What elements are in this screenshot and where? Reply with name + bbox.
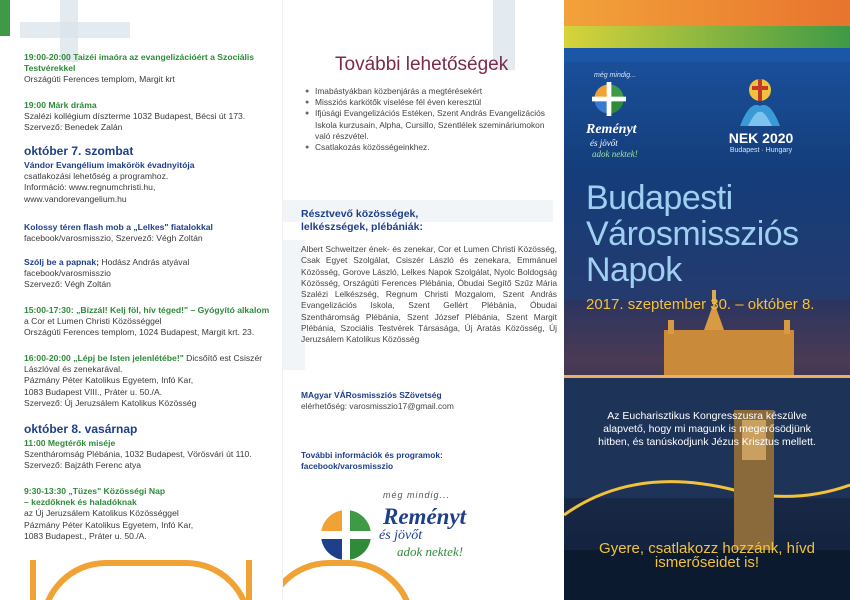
cross-logo-icon: [317, 506, 375, 564]
options-title: További lehetőségek: [335, 54, 509, 75]
right-panel: [564, 0, 850, 600]
day-heading-oct8: október 8. vasárnap: [24, 422, 138, 436]
eucharist-icon: [734, 76, 786, 128]
participants-heading: Résztvevő közösségek, lelkészségek, plébániák:: [301, 208, 423, 233]
nek-2020-logo: NEK 2020 Budapest · Hungary: [712, 76, 812, 166]
cross-logo-icon: [592, 82, 626, 116]
event-szolj-be: Szólj be a papnak; Hodász András atyával facebook/varosmisszio Szervező: Végh Zoltán: [24, 257, 190, 290]
event-title: 9:30-13:30 „Tüzes" Közösségi Nap: [24, 486, 166, 496]
event-title: Vándor Evangélium imakörök évadnyitója: [24, 160, 195, 170]
blue-bar: [564, 48, 850, 62]
bridge-pillar: [246, 560, 252, 600]
green-bar: [564, 26, 850, 48]
event-dicsoito: 16:00-20:00 „Lépj be Isten jelenlétébe!" Dicsőítő est Csiszér Lászlóval és zenekarával. Pázmány Péter Katolikus Egyetem, Infó Kar, 1083 Budapest VIII., Práter u. 50./A. Szervező: Új Jeruzsálem Katolikus Közösség: [24, 353, 263, 408]
event-vandor: Vándor Evangélium imakörök évadnyitója csatlakozási lehetőség a programhoz. Információ: www.regnumchristi.hu, www.vandorevangelium.hu: [24, 160, 274, 205]
middle-panel: [282, 0, 565, 600]
event-mark-drama: 19:00 Márk dráma Szalézi kollégium dísztermе 1032 Budapest, Bécsi út 173. Szervező: Benedek Zalán: [24, 100, 274, 134]
event-title: 15:00-17:30: „Bízzál! Kelj föl, hív téged!" – Gyógyító alkalom: [24, 305, 270, 315]
options-list: [305, 86, 555, 153]
event-tuzes: 9:30-13:30 „Tüzes" Közösségi Nap – kezdőknek és haladóknak az Új Jeruzsálem Katolikus Közösséggel Pázmány Péter Katolikus Egyetem, Infó Kar, 1083 Budapest., Práter u. 50./A.: [24, 486, 274, 542]
org-block: [301, 390, 557, 413]
main-title-line3: Napok: [586, 251, 682, 289]
event-title: 19:00 Márk dráma: [24, 100, 97, 110]
event-title: 19:00-20:00 Taizéi imaóra az evangelizációért a Szociális Testvérekkel: [24, 52, 255, 74]
event-flashmob: Kolossy téren flash mob a „Lelkes" fiatalokkal facebook/varosmisszio, Szervező: Végh Zoltán: [24, 222, 274, 244]
cross-decoration-bar: [20, 22, 130, 38]
event-dates: 2017. szeptember 30. – október 8.: [586, 296, 815, 313]
corner-green: [0, 0, 10, 36]
list-item: ● Csatlakozás közösségeinkhez.: [305, 142, 555, 153]
list-item: ● Missziós karkötők viselése fél éven keresztül: [305, 97, 555, 108]
facebook-link[interactable]: facebook/varosmisszio: [301, 461, 394, 472]
event-title: Kolossy téren flash mob a „Lelkes" fiatalokkal: [24, 222, 213, 232]
org-contact[interactable]: elérhetőség: varosmisszio17@gmail.com: [301, 401, 454, 412]
event-gyogyito: 15:00-17:30: „Bízzál! Kelj föl, hív téged!" – Gyógyító alkalom a Cor et Lumen Christi Közösséggel Országúti Ferences templom, 1024 Budapest, Margit krt. 23.: [24, 305, 274, 339]
event-megterok: 11:00 Megtérők miséje Szentháromság Plébánia, 1032 Budapest, Vörösvári út 110. Szervező: Bajzáth Ferenc atya: [24, 438, 274, 472]
bridge-pillar: [30, 560, 36, 600]
left-panel: [0, 0, 282, 600]
org-name: MAgyar VÁRosmissziós SZövetség: [301, 390, 442, 400]
remenyt-logo: még mindig... Reményt és jövőt adok nektek!: [313, 488, 543, 578]
more-info-block: További információk és programok: facebook/varosmisszio: [301, 450, 557, 473]
list-item: ● Imabástyákban közbenjárás a megtérésekért: [305, 86, 555, 97]
remenyt-logo-right: még mindig... Reményt és jövőt adok nektek!: [586, 72, 638, 159]
day-heading-oct7: október 7. szombat: [24, 144, 134, 158]
orange-bar: [564, 0, 850, 26]
call-to-action: Gyere, csatlakozz hozzánk, hívd ismerőseidet is!: [599, 540, 815, 571]
list-item: ● Ifjúsági Evangelizációs Estéken, Szent András Evangelizációs Iskola kurzusain, Alpha, Cursillo, Szentlélek szemináriumokon való részvétel.: [305, 108, 555, 142]
event-title: 11:00 Megtérők miséje: [24, 438, 116, 448]
event-taize: 19:00-20:00 Taizéi imaóra az evangelizációért a Szociális Testvérekkel Országúti Ferences templom, Margit krt: [24, 52, 274, 86]
participants-text: Albert Schweitzer ének- és zenekar, Cor et Lumen Christi Közösség, Csak Egyet Szolgálat, Csiszér László és zenekara, Emmánuel Közösség, Gorove László, Lelkes Napok Szolgálat, Nyolc Boldogság Közösség, Országúti Ferences Plébánia, Óbudai Segítő Szűz Mária Szalézi Lelkészség, Regnum Christi Mozgalom, Szent András Evangelizációs Iskola, Szent Gellért Plébánia, Óbudai Szentháromság Plébánia, Szent József Plébánia, Szent Margit Plébánia, Szociális Testvérek Társasága, Új Aratás Közösség, Új Jeruzsálem Katolikus Közösség: [301, 244, 557, 345]
main-title-line2: Városmissziós: [586, 215, 799, 253]
main-title-line1: Budapesti: [586, 179, 733, 217]
quote-text: Az Eucharisztikus Kongresszusra készülve alapvető, hogy mi magunk is megerősödjünk hitben, és tanúskodjunk Jézus Krisztus mellett.: [598, 410, 816, 449]
bridge-decoration: [40, 560, 252, 600]
